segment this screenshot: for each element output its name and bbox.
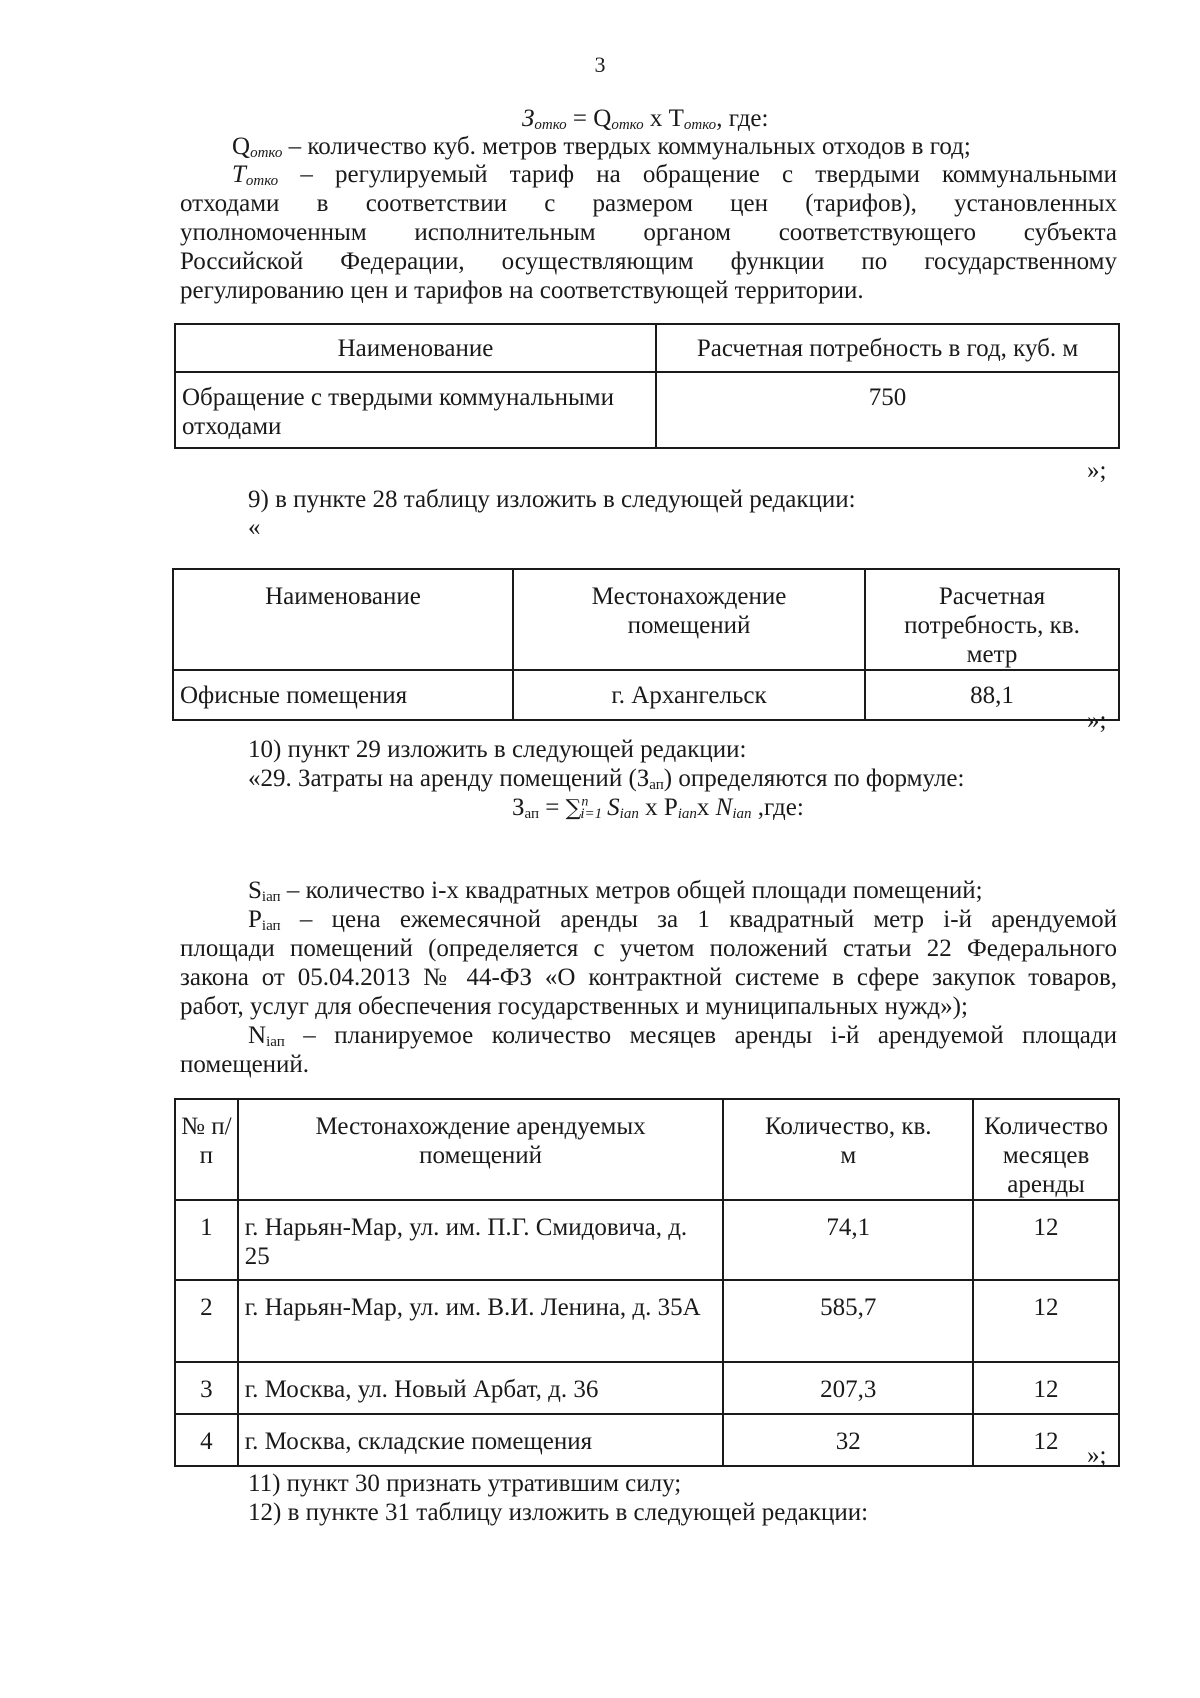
table-cell-area: 32	[723, 1414, 973, 1466]
table-cell-num: 1	[175, 1200, 238, 1280]
opening-quote: «	[248, 514, 261, 541]
definition-p-line1: $P_{iап}$ – цена ежемесячной аренды за 1 квадратный метр i-й арендуемой	[248, 906, 1117, 934]
rent-table	[174, 1098, 1120, 1467]
table-header-cell: № п/п	[175, 1099, 238, 1200]
page-number: 3	[594, 52, 606, 77]
table-row	[175, 1200, 1119, 1280]
table-header-cell: Местонахождение арендуемых помещений	[238, 1099, 724, 1200]
table-cell-months: 12	[973, 1362, 1119, 1414]
item-10-quote: «29. Затраты на аренду помещений $(З_{ап})$ определяются по формуле:	[248, 765, 965, 793]
definition-p-line2: площади помещений (определяется с учетом положений статьи 22 Федерального	[180, 935, 1117, 962]
office-table	[172, 568, 1120, 721]
definition-p-line4: работ, услуг для обеспечения государственных и муниципальных нужд»);	[180, 993, 968, 1020]
table-cell-location: г. Архангельск	[513, 670, 865, 720]
table-header-cell: Местонахождение помещений	[513, 569, 865, 670]
table-cell-months: 12	[973, 1200, 1119, 1280]
table-cell-location: г. Нарьян-Мар, ул. им. П.Г. Смидовича, д. 25	[238, 1200, 724, 1280]
table-cell-value: 88,1	[865, 670, 1119, 720]
closing-quote: »;	[1087, 1442, 1107, 1469]
table-header-cell: Количество месяцев аренды	[973, 1099, 1119, 1200]
formula-waste-cost: $З_{отко} = Q_{отко}$ х $Т_{отко}$, где:	[522, 105, 769, 133]
table-cell-location: г. Москва, ул. Новый Арбат, д. 36	[238, 1362, 724, 1414]
waste-table	[174, 323, 1120, 449]
definition-t-line5: регулированию цен и тарифов на соответствующей территории.	[180, 277, 864, 304]
table-cell-value: 750	[656, 372, 1119, 448]
table-header-row	[175, 1099, 1119, 1200]
table-row	[175, 1362, 1119, 1414]
definition-p-line3: закона от 05.04.2013 № 44-ФЗ «О контрактной системе в сфере закупок товаров,	[180, 964, 1117, 991]
table-cell-num: 3	[175, 1362, 238, 1414]
table-header-cell: Наименование	[175, 324, 656, 372]
table-cell-months: 12	[973, 1414, 1119, 1466]
definition-n-line2: помещений.	[180, 1051, 310, 1078]
table-cell-name: Обращение с твердыми коммунальными отходами	[175, 372, 656, 448]
table-cell-area: 74,1	[723, 1200, 973, 1280]
closing-quote: »;	[1087, 457, 1107, 484]
definition-q: $Q_{отко}$ – количество куб. метров твердых коммунальных отходов в год;	[232, 133, 971, 161]
table-header-cell: Количество, кв. м	[723, 1099, 973, 1200]
table-row	[175, 1414, 1119, 1466]
definition-t-line2: отходами в соответствии с размером цен (тарифов), установленных	[180, 190, 1117, 217]
table-cell-location: г. Москва, складские помещения	[238, 1414, 724, 1466]
formula-rent-cost: $З_{ап} = \sum^n_{i=1}$ $S_{iап}$ х $P_{iап}х$ $N_{iап}$ ,где:	[512, 794, 804, 822]
table-cell-area: 207,3	[723, 1362, 973, 1414]
item-11: 11) пункт 30 признать утратившим силу;	[248, 1470, 682, 1497]
definition-n-line1: $N_{iап}$ – планируемое количество месяцев аренды i-й арендуемой площади	[248, 1022, 1117, 1050]
table-cell-name: Офисные помещения	[173, 670, 513, 720]
table-cell-num: 4	[175, 1414, 238, 1466]
table-row	[173, 670, 1119, 720]
table-header-cell: Расчетная потребность, кв. метр	[865, 569, 1119, 670]
table-row	[175, 1280, 1119, 1362]
table-header-cell: Расчетная потребность в год, куб. м	[656, 324, 1119, 372]
item-12: 12) в пункте 31 таблицу изложить в следующей редакции:	[248, 1499, 869, 1526]
table-row	[175, 372, 1119, 448]
table-header-row	[173, 569, 1119, 670]
table-cell-location: г. Нарьян-Мар, ул. им. В.И. Ленина, д. 35А	[238, 1280, 724, 1362]
table-cell-num: 2	[175, 1280, 238, 1362]
table-cell-months: 12	[973, 1280, 1119, 1362]
item-9: 9) в пункте 28 таблицу изложить в следующей редакции:	[248, 486, 856, 513]
definition-t-line3: уполномоченным исполнительным органом соответствующего субъекта	[180, 219, 1117, 246]
table-header-row	[175, 324, 1119, 372]
table-cell-area: 585,7	[723, 1280, 973, 1362]
definition-s: $S_{iап}$ – количество i-х квадратных метров общей площади помещений;	[248, 877, 983, 905]
table-header-cell: Наименование	[173, 569, 513, 670]
item-10: 10) пункт 29 изложить в следующей редакции:	[248, 736, 747, 763]
definition-t-line4: Российской Федерации, осуществляющим функции по государственному	[180, 248, 1117, 275]
closing-quote: »;	[1087, 707, 1107, 734]
definition-t-line1: $Т_{отко}$ – регулируемый тариф на обращение с твердыми коммунальными	[232, 161, 1117, 189]
